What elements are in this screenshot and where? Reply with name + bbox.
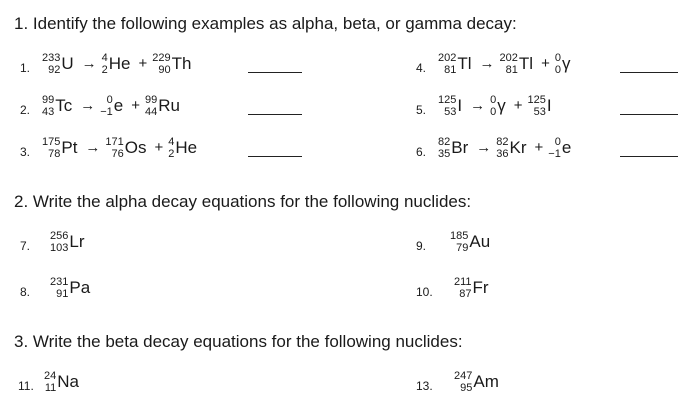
question-3-heading: 3. Write the beta decay equations for the following nuclides: bbox=[14, 332, 463, 351]
plus-sign: + bbox=[541, 55, 550, 72]
nuclide bbox=[50, 276, 90, 300]
item-number: 10. bbox=[416, 285, 433, 299]
nuclide-numbers bbox=[105, 136, 123, 160]
item-number: 9. bbox=[416, 239, 427, 253]
decay-equation bbox=[438, 136, 574, 160]
atomic-number: 91 bbox=[56, 288, 69, 300]
nuclide bbox=[438, 52, 472, 76]
element-symbol: Os bbox=[124, 138, 147, 157]
mass-number: 99 bbox=[42, 94, 55, 106]
nuclide bbox=[105, 136, 146, 160]
nuclide bbox=[438, 94, 462, 118]
atomic-number: 78 bbox=[48, 148, 61, 160]
element-symbol: Lr bbox=[69, 232, 85, 251]
arrow: → bbox=[85, 139, 101, 156]
nuclide bbox=[50, 230, 84, 254]
mass-number: 229 bbox=[152, 52, 171, 64]
atomic-number: 11 bbox=[44, 382, 57, 394]
arrow: → bbox=[470, 97, 486, 114]
nuclide-numbers bbox=[454, 370, 472, 394]
element-symbol: e bbox=[561, 138, 572, 157]
nuclide bbox=[100, 94, 123, 118]
mass-number: 0 bbox=[490, 94, 497, 106]
item-number: 7. bbox=[20, 239, 31, 253]
mass-number: 24 bbox=[44, 370, 57, 382]
decay-equation bbox=[42, 136, 200, 160]
nuclide-entry bbox=[450, 230, 493, 254]
atomic-number: 90 bbox=[158, 64, 171, 76]
nuclide-entry bbox=[44, 370, 82, 394]
item-number: 8. bbox=[20, 285, 31, 299]
element-symbol: U bbox=[61, 54, 74, 73]
atomic-number: 81 bbox=[444, 64, 457, 76]
nuclide-entry bbox=[454, 276, 492, 300]
answer-blank bbox=[620, 72, 678, 73]
nuclide-numbers bbox=[44, 370, 56, 394]
atomic-number: 92 bbox=[48, 64, 61, 76]
nuclide bbox=[102, 52, 131, 76]
nuclide bbox=[42, 136, 77, 160]
nuclide-numbers bbox=[450, 230, 468, 254]
nuclide bbox=[152, 52, 191, 76]
atomic-number: 0 bbox=[490, 106, 497, 118]
element-symbol: γ bbox=[561, 54, 571, 73]
nuclide-entry bbox=[454, 370, 502, 394]
nuclide-numbers bbox=[102, 52, 108, 76]
item-number: 4. bbox=[416, 61, 427, 75]
arrow: → bbox=[80, 97, 96, 114]
mass-number: 82 bbox=[496, 136, 509, 148]
element-symbol: e bbox=[113, 96, 124, 115]
mass-number: 82 bbox=[438, 136, 451, 148]
mass-number: 125 bbox=[527, 94, 546, 106]
arrow: → bbox=[81, 55, 97, 72]
element-symbol: Fr bbox=[472, 278, 489, 297]
answer-blank bbox=[620, 114, 678, 115]
nuclide bbox=[454, 276, 489, 300]
mass-number: 256 bbox=[50, 230, 69, 242]
nuclide bbox=[490, 94, 506, 118]
atomic-number: 103 bbox=[50, 242, 69, 254]
item-number: 6. bbox=[416, 145, 427, 159]
decay-equation bbox=[42, 52, 194, 76]
atomic-number: 2 bbox=[101, 64, 108, 76]
atomic-number: 0 bbox=[554, 64, 561, 76]
nuclide bbox=[496, 136, 526, 160]
element-symbol: Br bbox=[451, 138, 469, 157]
atomic-number: 79 bbox=[456, 242, 469, 254]
plus-sign: + bbox=[154, 139, 164, 156]
plus-sign: + bbox=[513, 97, 523, 114]
element-symbol: Tl bbox=[457, 54, 472, 73]
nuclide-numbers bbox=[527, 94, 545, 118]
item-number: 11. bbox=[18, 379, 34, 393]
nuclide bbox=[527, 94, 551, 118]
atomic-number: 43 bbox=[42, 106, 55, 118]
mass-number: 233 bbox=[42, 52, 61, 64]
element-symbol: I bbox=[457, 96, 463, 115]
element-symbol: γ bbox=[497, 96, 506, 115]
nuclide bbox=[454, 370, 499, 394]
atomic-number: 2 bbox=[168, 148, 175, 160]
nuclide-numbers bbox=[145, 94, 157, 118]
atomic-number: 95 bbox=[460, 382, 473, 394]
nuclide-numbers bbox=[152, 52, 170, 76]
answer-blank bbox=[248, 72, 302, 73]
nuclide bbox=[42, 52, 74, 76]
item-number: 2. bbox=[20, 103, 31, 117]
mass-number: 185 bbox=[450, 230, 469, 242]
element-symbol: Ru bbox=[158, 96, 181, 115]
nuclide bbox=[145, 94, 180, 118]
element-symbol: He bbox=[108, 54, 131, 73]
nuclide bbox=[438, 136, 468, 160]
mass-number: 171 bbox=[105, 136, 124, 148]
atomic-number: 81 bbox=[505, 64, 518, 76]
item-number: 1. bbox=[20, 61, 31, 75]
element-symbol: Tc bbox=[55, 96, 73, 115]
arrow: → bbox=[476, 139, 492, 156]
plus-sign: + bbox=[131, 97, 141, 114]
item-number: 3. bbox=[20, 145, 31, 159]
nuclide-numbers bbox=[500, 52, 518, 76]
nuclide bbox=[500, 52, 534, 76]
answer-blank bbox=[248, 114, 302, 115]
decay-equation bbox=[438, 94, 555, 118]
decay-equation bbox=[438, 52, 573, 76]
mass-number: 99 bbox=[145, 94, 158, 106]
item-number: 5. bbox=[416, 103, 427, 117]
nuclide-numbers bbox=[438, 52, 456, 76]
nuclide-numbers bbox=[490, 94, 496, 118]
atomic-number: 44 bbox=[145, 106, 158, 118]
nuclide bbox=[42, 94, 72, 118]
atomic-number: 53 bbox=[444, 106, 457, 118]
mass-number: 202 bbox=[438, 52, 457, 64]
mass-number: 231 bbox=[50, 276, 69, 288]
atomic-number: −1 bbox=[100, 106, 113, 118]
element-symbol: Pt bbox=[61, 138, 78, 157]
nuclide-numbers bbox=[548, 136, 561, 160]
mass-number: 4 bbox=[101, 52, 108, 64]
nuclide-numbers bbox=[42, 94, 54, 118]
nuclide-numbers bbox=[100, 94, 113, 118]
plus-sign: + bbox=[534, 139, 544, 156]
mass-number: 202 bbox=[499, 52, 518, 64]
arrow: → bbox=[479, 55, 495, 72]
element-symbol: Tl bbox=[518, 54, 534, 73]
decay-equation bbox=[42, 94, 183, 118]
nuclide-numbers bbox=[438, 94, 456, 118]
mass-number: 0 bbox=[106, 94, 113, 106]
atomic-number: 53 bbox=[533, 106, 546, 118]
element-symbol: Am bbox=[473, 372, 499, 391]
nuclide-numbers bbox=[555, 52, 561, 76]
question-1-heading: 1. Identify the following examples as alpha, beta, or gamma decay: bbox=[14, 14, 517, 33]
element-symbol: He bbox=[175, 138, 198, 157]
nuclide-numbers bbox=[454, 276, 472, 300]
question-2-heading: 2. Write the alpha decay equations for the following nuclides: bbox=[14, 192, 472, 211]
nuclide-numbers bbox=[496, 136, 508, 160]
nuclide-numbers bbox=[168, 136, 174, 160]
plus-sign: + bbox=[138, 55, 148, 72]
element-symbol: Au bbox=[469, 232, 491, 251]
answer-blank bbox=[248, 156, 302, 157]
element-symbol: Th bbox=[171, 54, 192, 73]
nuclide bbox=[548, 136, 571, 160]
element-symbol: Pa bbox=[69, 278, 91, 297]
nuclide bbox=[555, 52, 571, 76]
nuclide bbox=[44, 370, 79, 394]
atomic-number: 87 bbox=[459, 288, 472, 300]
nuclide-entry bbox=[50, 230, 87, 254]
nuclide-numbers bbox=[50, 276, 68, 300]
atomic-number: 36 bbox=[496, 148, 509, 160]
answer-blank bbox=[620, 156, 678, 157]
nuclide-numbers bbox=[42, 52, 60, 76]
mass-number: 175 bbox=[42, 136, 61, 148]
element-symbol: Kr bbox=[509, 138, 527, 157]
mass-number: 125 bbox=[438, 94, 457, 106]
element-symbol: I bbox=[546, 96, 552, 115]
atomic-number: 76 bbox=[111, 148, 124, 160]
mass-number: 247 bbox=[454, 370, 473, 382]
nuclide-numbers bbox=[438, 136, 450, 160]
nuclide bbox=[168, 136, 197, 160]
mass-number: 0 bbox=[554, 136, 561, 148]
nuclide-numbers bbox=[42, 136, 60, 160]
atomic-number: −1 bbox=[548, 148, 561, 160]
nuclide-entry bbox=[50, 276, 93, 300]
atomic-number: 35 bbox=[438, 148, 451, 160]
nuclide bbox=[450, 230, 490, 254]
mass-number: 0 bbox=[554, 52, 561, 64]
mass-number: 211 bbox=[454, 276, 472, 288]
element-symbol: Na bbox=[57, 372, 79, 391]
mass-number: 4 bbox=[168, 136, 175, 148]
item-number: 13. bbox=[416, 379, 433, 393]
nuclide-numbers bbox=[50, 230, 68, 254]
